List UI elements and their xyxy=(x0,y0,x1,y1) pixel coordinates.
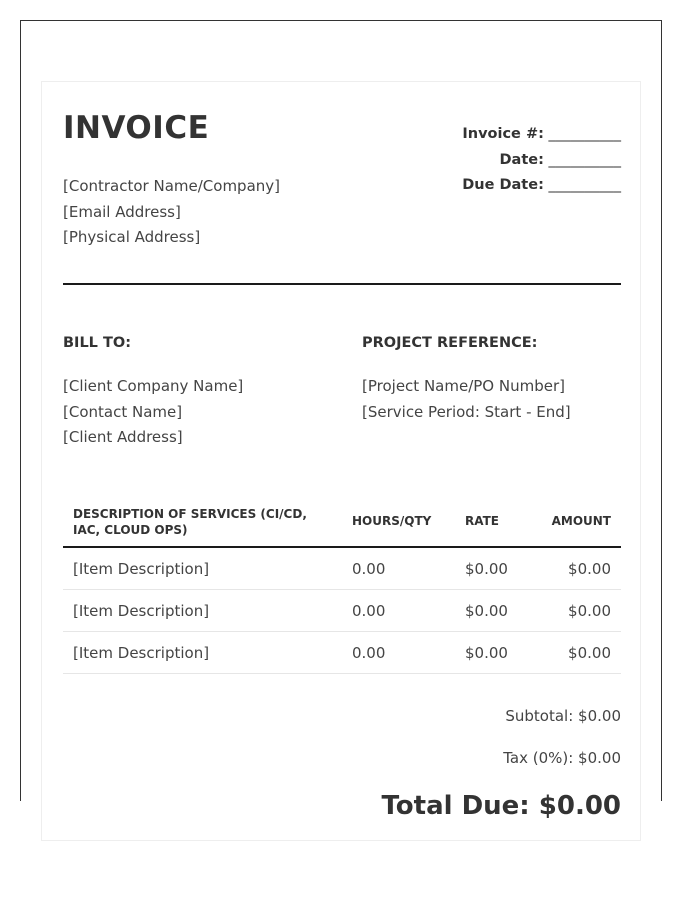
item-rate: $0.00 xyxy=(465,602,508,620)
item-description: [Item Description] xyxy=(73,560,210,578)
invoice-number-value: __________ xyxy=(548,126,621,142)
item-amount: $0.00 xyxy=(568,602,611,620)
due-date-label: Due Date: xyxy=(462,177,544,193)
project-name: [Project Name/PO Number] xyxy=(362,377,565,395)
document-frame xyxy=(20,20,662,821)
header-divider xyxy=(63,283,621,285)
project-details xyxy=(362,374,571,425)
header-qty: HOURS/QTY xyxy=(352,514,432,528)
contractor-info xyxy=(63,174,280,251)
services-table xyxy=(63,503,621,674)
invoice-number-label: Invoice #: xyxy=(462,126,544,142)
client-address: [Client Address] xyxy=(63,428,183,446)
totals-block xyxy=(382,707,622,821)
bill-to-details xyxy=(63,374,243,451)
item-description: [Item Description] xyxy=(73,644,210,662)
header-amount: AMOUNT xyxy=(551,514,611,528)
total-due: Total Due: $0.00 xyxy=(381,791,621,821)
item-amount: $0.00 xyxy=(568,644,611,662)
table-header xyxy=(63,503,621,548)
invoice-sheet xyxy=(41,81,641,841)
item-amount: $0.00 xyxy=(568,560,611,578)
item-qty: 0.00 xyxy=(352,560,386,578)
item-qty: 0.00 xyxy=(352,644,386,662)
client-contact: [Contact Name] xyxy=(63,402,183,421)
contractor-address: [Physical Address] xyxy=(63,228,201,246)
client-company: [Client Company Name] xyxy=(63,377,244,395)
item-description: [Item Description] xyxy=(73,602,210,620)
due-date-row xyxy=(462,173,621,199)
invoice-date-row xyxy=(462,148,621,174)
project-reference-heading: PROJECT REFERENCE: xyxy=(362,335,538,351)
contractor-email: [Email Address] xyxy=(63,202,181,221)
item-qty: 0.00 xyxy=(352,602,386,620)
header-rate: RATE xyxy=(465,514,499,528)
invoice-meta xyxy=(462,122,621,199)
invoice-date-label: Date: xyxy=(499,151,544,168)
item-rate: $0.00 xyxy=(465,644,508,662)
bill-to-heading: BILL TO: xyxy=(63,335,131,351)
invoice-number-row xyxy=(462,122,621,148)
table-row xyxy=(63,632,621,674)
invoice-title: INVOICE xyxy=(63,110,210,146)
table-row xyxy=(63,548,621,590)
header-description: DESCRIPTION OF SERVICES (CI/CD, IAC, CLOUD OPS) xyxy=(73,507,307,537)
service-period: [Service Period: Start - End] xyxy=(362,402,571,421)
tax: Tax (0%): $0.00 xyxy=(503,749,621,767)
contractor-name: [Contractor Name/Company] xyxy=(63,177,281,195)
invoice-date-value: __________ xyxy=(548,151,621,168)
subtotal: Subtotal: $0.00 xyxy=(505,707,621,725)
due-date-value: __________ xyxy=(548,177,621,193)
table-row xyxy=(63,590,621,632)
item-rate: $0.00 xyxy=(465,560,508,578)
